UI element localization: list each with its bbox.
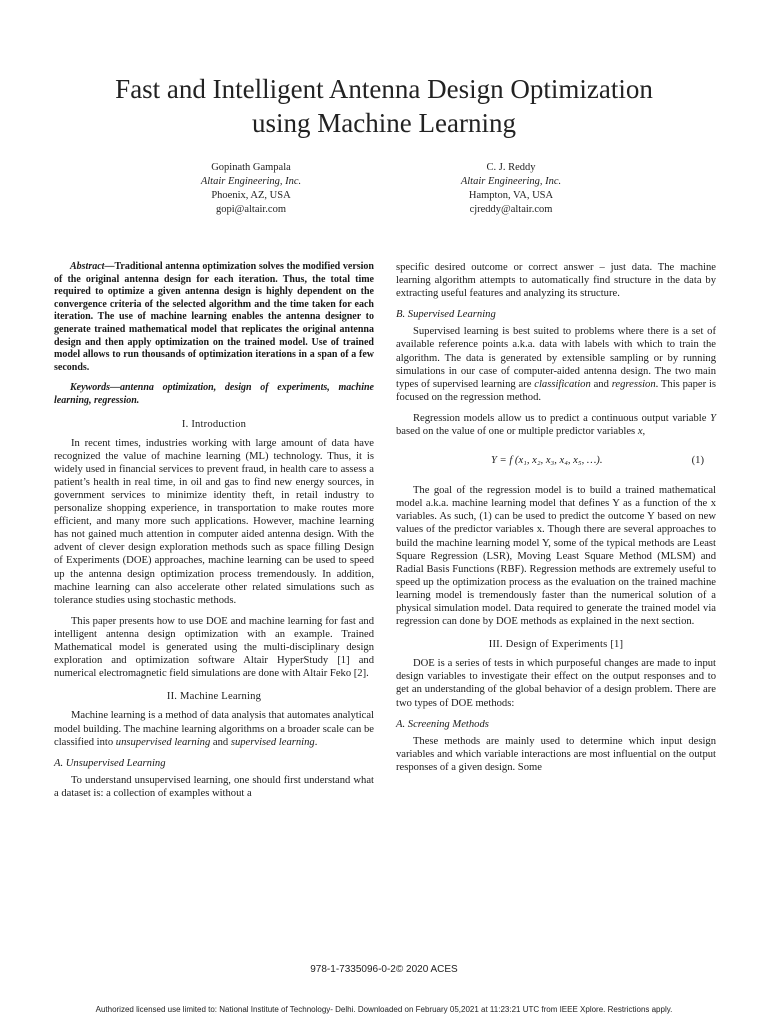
paragraph: Regression models allow us to predict a continuous output variable Y based on the value of one or multiple predictor variables x,	[396, 412, 716, 438]
abstract-text: —Traditional antenna optimization solves the modified version of the original antenna design for each iteration. Thus, the total time required to optimize a given antenna design is highly dependent on the convergence criteria of the selected algorithm and the time taken for each iteration. The use of machine learning enables the antenna designer to generate trained mathematical model that replicates the original antenna design and then apply optimization on the trained model. Use of trained model allows to run thousands of optimization iterations in a span of a few seconds.	[54, 261, 374, 373]
author-email: cjreddy@altair.com	[469, 204, 553, 215]
section-heading-introduction: I. Introduction	[181, 418, 247, 430]
section-heading-doe: III. Design of Experiments [1]	[488, 639, 624, 651]
title-line-2: using Machine Learning	[252, 108, 516, 138]
equation-1	[396, 454, 716, 468]
author-location: Hampton, VA, USA	[468, 190, 554, 201]
paragraph: Supervised learning is best suited to problems where there is a set of available reference points a.k.a. data with labels with which to train the algorithm. The data is generated by extensible sampling or by running simulations in our case of computer-aided antenna design. The two main types of supervised learning are classification and regression. This paper is focused on the regression method.	[396, 326, 717, 403]
paragraph: DOE is a series of tests in which purposeful changes are made to input design variables to investigate their effect on the output responses and to get an understanding of the global behavior of a design problem. There are two types of DOE methods:	[396, 658, 716, 709]
paragraph: To understand unsupervised learning, one should first understand what a dataset is: a collection of examples without a	[54, 774, 374, 799]
subsection-heading-screening: A. Screening Methods	[396, 718, 489, 730]
subsection-heading-unsupervised: A. Unsupervised Learning	[54, 757, 166, 769]
keywords-label: Keywords	[70, 382, 110, 394]
paragraph: specific desired outcome or correct answer – just data. The machine learning algorithm attempts to automatically find structure in the data by extracting useful features and analyzing its structure.	[396, 262, 716, 300]
equation-number: (1)	[691, 455, 704, 467]
author-affiliation: Altair Engineering, Inc.	[200, 176, 302, 187]
paragraph: The goal of the regression model is to build a trained mathematical model a.k.a. machine learning model that defines Y as a function of the x variables. As such, (1) can be used to predict the outcome Y based on new values of the predictor variables x. Though there are several approaches to build the machine learning model Y, some of the typical methods are Least Square Regression (LSR), Moving Least Square Method (MLSM) and Radial Basis Functions (RBF). Regression methods are extremely useful to speed up the optimization process as the evaluation on the trained machine learning model is tremendously faster than the numerical solution of a physical simulation model. Data required to generate the trained model via regression can done by DOE methods as explained in the next section.	[396, 485, 716, 628]
abstract-label: Abstract	[70, 261, 105, 272]
paragraph: These methods are mainly used to determine which input design variables and which variable interactions are most influential on the output responses of a given design. Some	[396, 735, 716, 773]
left-column	[54, 261, 374, 800]
footer-license: Authorized licensed use limited to: National Institute of Technology- Delhi. Downloaded on February 05,2021 at 11:23:21 UTC from IEEE Xplore. Restrictions apply.	[95, 1005, 673, 1014]
subsection-heading-supervised: B. Supervised Learning	[396, 309, 496, 321]
author-block-1	[141, 161, 361, 217]
author-affiliation: Altair Engineering, Inc.	[460, 176, 562, 187]
author-name: C. J. Reddy	[486, 162, 536, 173]
author-location: Phoenix, AZ, USA	[211, 190, 291, 201]
author-name: Gopinath Gampala	[211, 162, 291, 173]
keywords	[54, 382, 374, 407]
title-line-1: Fast and Intelligent Antenna Design Optimization	[115, 74, 653, 104]
paragraph: Machine learning is a method of data analysis that automates analytical model building. The machine learning algorithms on a broader scale can be classified into unsupervised learning and supervised learning.	[54, 710, 374, 748]
section-heading-machine-learning: II. Machine Learning	[166, 691, 262, 703]
paper-title	[40, 72, 728, 140]
abstract	[54, 261, 374, 374]
footer-isbn: 978-1-7335096-0-2© 2020 ACES	[310, 964, 458, 975]
right-column	[396, 261, 716, 774]
paragraph: This paper presents how to use DOE and machine learning for fast and intelligent antenna design optimization with an example. Trained Mathematical model is generated using the multi-disciplinary design exploration and optimization software Altair HyperStudy [1] and numerical electromagnetic field simulations are done with Altair Feko [2].	[54, 615, 374, 680]
equation-body: Y = f (x₁, x₂, x₃, x₄, x₅, …).	[491, 455, 603, 467]
keywords-text: —antenna optimization, design of experiments, machine learning, regression.	[54, 382, 374, 406]
author-email: gopi@altair.com	[215, 204, 287, 215]
paragraph: In recent times, industries working with large amount of data have recognized the value of machine learning (ML) technology. Thus, it is widely used in financial services to prevent fraud, in health care to assess a patient’s health in real time, in oil and gas to find new energy sources, in government services to minimize identity theft, in retail industry to personalize shopping experience, in transportation to make routes more efficient, and many more such applications. However, machine learning has not gained much attention in computer aided antenna design. With the advent of clever design exploration methods such as space filling Design of Experiments (DOE) approaches, machine learning can be used to speed up the antenna design optimization process tremendously. In addition, machine learning can also accelerate other related simulations such as tolerance studies using stochastic methods.	[54, 437, 374, 606]
author-block-2	[401, 161, 621, 217]
